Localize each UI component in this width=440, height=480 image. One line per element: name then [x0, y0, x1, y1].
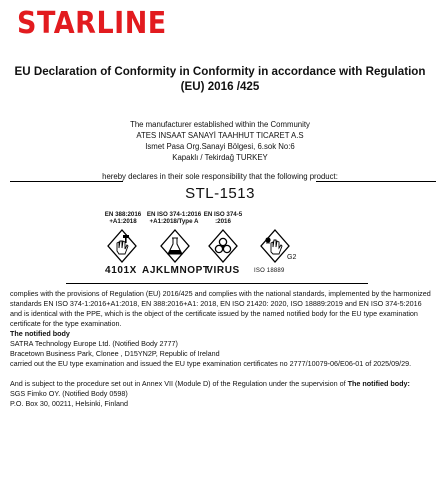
manufacturer-address-1: Ismet Pasa Org.Sanayi Bölgesi, 6.sok No:6	[145, 142, 295, 151]
notified-body-1-text: carried out the EU type examination and issued the EU type examination certificates no 2777/10079-06/E06-01 of 2025/09/29.	[10, 359, 412, 368]
chemical-flask-icon	[160, 229, 190, 263]
notified-body-1-address: Bracetown Business Park, Clonee , D15YN2P, Republic of Ireland	[10, 349, 220, 358]
manufacturer-block	[10, 119, 430, 163]
compliance-paragraph: complies with the provisions of Regulation (EU) 2016/425 and complies with the national standards, implemented by the harmonized standards EN ISO 374-1:2016+A1:2018, EN 388:2016+A1: 2018, EN ISO 21420: 2020, ISO 18889:2019 and EN ISO 374-5:2016 and is identical with the PPE, which is the object of the certificate issued by the named notified body for the EU type examination certificate for the type examination.	[10, 289, 431, 328]
notified-body-heading: The notified body	[10, 329, 70, 338]
code-virus: VIRUS	[206, 265, 240, 276]
standard-en-iso-374-5: EN ISO 374-5 :2016	[203, 211, 243, 225]
title-line-1: EU Declaration of Conformity in Conformity in accordance with Regulation	[14, 65, 426, 78]
notified-body-2-name: SGS Fimko OY. (Notified Body 0598)	[10, 389, 128, 398]
product-divider	[66, 283, 368, 284]
code-4101x: 4101X	[105, 265, 137, 276]
module-d-paragraph: And is subject to the procedure set out in Annex VII (Module D) of the Regulation under the supervision of The notified body:	[10, 379, 410, 388]
manufacturer-name: ATES INSAAT SANAYİ TAAHHUT TICARET A.S	[136, 131, 304, 140]
notified-body-1-name: SATRA Technology Europe Ltd. (Notified Body 2777)	[10, 339, 178, 348]
biohazard-icon	[208, 229, 238, 263]
declaration-body	[10, 289, 435, 409]
g2-label: G2	[287, 254, 297, 261]
manufacturer-address-2: Kapaklı / Tekirdağ TURKEY	[172, 153, 268, 162]
code-iso-18889: ISO 18889	[254, 268, 285, 274]
notified-body-2-address: P.O. Box 30, 00211, Helsinki, Finland	[10, 399, 128, 408]
divider-right	[316, 181, 436, 182]
hammer-glove-icon	[107, 229, 137, 263]
manufacturer-intro: The manufacturer established within the Community	[130, 120, 310, 129]
product-code: STL-1513	[185, 185, 255, 202]
title-line-2: (EU) 2016 /425	[180, 80, 260, 93]
radiation-glove-icon	[260, 229, 290, 263]
standard-en388: EN 388:2016 +A1:2018	[104, 211, 142, 225]
document-title	[10, 64, 430, 94]
declaration-statement: hereby declares in their sole responsibility that the following product:	[102, 172, 338, 181]
code-ajklmnopt: AJKLMNOPT	[142, 265, 210, 276]
brand-logo: STARLINE	[17, 6, 167, 41]
divider-left	[10, 181, 123, 182]
standard-en-iso-374-1: EN ISO 374-1:2016 +A1:2018/Type A	[146, 211, 202, 225]
